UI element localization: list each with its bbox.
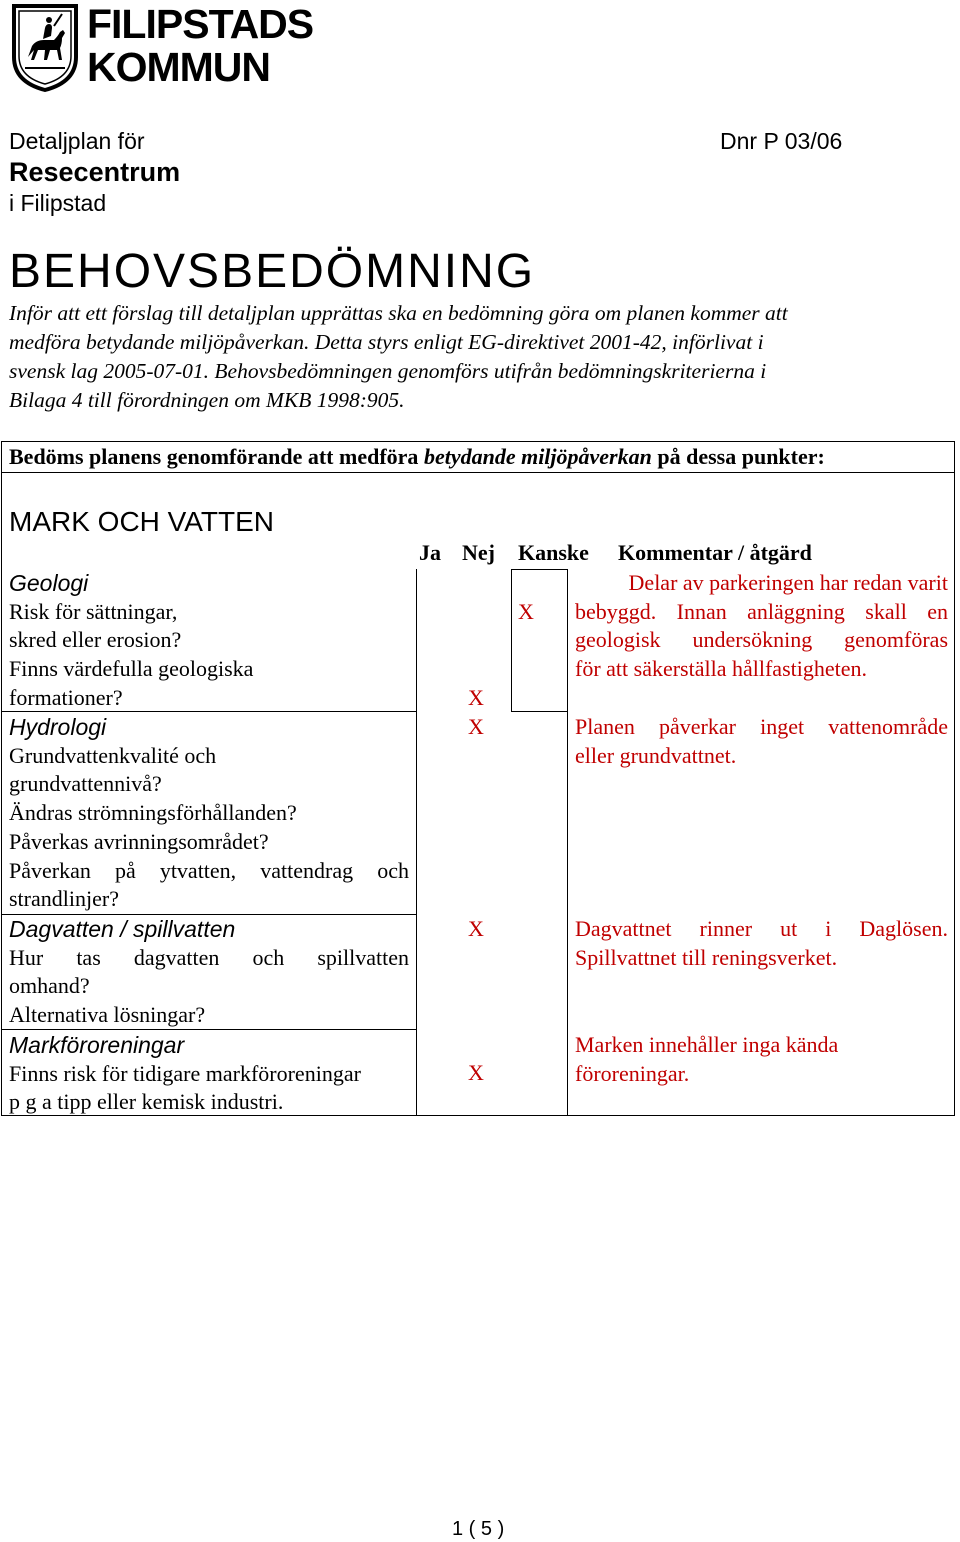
plan-name: Resecentrum <box>9 157 181 187</box>
comment-line: eller grundvattnet. <box>575 742 737 768</box>
question-text: på dessa punkter: <box>651 444 825 469</box>
category-label: Geologi <box>9 570 89 596</box>
category-label: Markföroreningar <box>9 1032 185 1058</box>
mark-nej: X <box>468 916 484 941</box>
municipality-logo <box>10 2 355 94</box>
mark-kanske: X <box>518 599 534 624</box>
comment-line: föroreningar. <box>575 1060 690 1086</box>
comment-line: Dagvattnet rinner ut i Daglösen. <box>575 916 948 941</box>
question-emphasis: betydande miljöpåverkan <box>423 444 652 469</box>
column-header-kommentar: Kommentar / åtgärd <box>618 540 812 565</box>
question-line: skred eller erosion? <box>9 627 182 653</box>
comment-line: geologisk undersökning genomföras <box>575 627 948 653</box>
page-number: 1 ( 5 ) <box>452 1518 505 1540</box>
comment-line: för att säkerställa hållfastigheten. <box>575 656 867 682</box>
question-line: Påverkan på ytvatten, vattendrag och <box>9 857 409 883</box>
intro-line: Bilaga 4 till förordningen om MKB 1998:905. <box>9 388 405 412</box>
question-line: omhand? <box>9 973 90 999</box>
comment-hydrologi <box>575 713 948 770</box>
divider <box>511 569 568 570</box>
logo-line-2: KOMMUN <box>87 44 271 90</box>
assessment-question <box>9 444 825 470</box>
row-markfororeningar <box>9 1031 409 1117</box>
row-geologi <box>9 569 409 713</box>
divider <box>416 569 417 1116</box>
question-line: Alternativa lösningar? <box>9 1002 206 1028</box>
coat-of-arms-icon <box>10 2 80 92</box>
column-header-kanske: Kanske <box>518 540 589 565</box>
row-hydrologi <box>9 713 409 914</box>
question-line: Ändras strömningsförhållanden? <box>9 800 297 826</box>
plan-location: i Filipstad <box>9 190 107 216</box>
divider <box>511 711 568 712</box>
question-line: Finns värdefulla geologiska <box>9 656 254 682</box>
question-line: Grundvattenkvalité och <box>9 742 217 768</box>
question-line: formationer? <box>9 684 123 710</box>
question-line: strandlinjer? <box>9 886 119 912</box>
divider <box>1 472 955 473</box>
comment-line: Spillvattnet till reningsverket. <box>575 944 838 970</box>
section-heading: MARK OCH VATTEN <box>9 506 274 537</box>
question-line: Risk för sättningar, <box>9 598 178 624</box>
column-header-nej: Nej <box>462 540 495 565</box>
logo-line-1: FILIPSTADS <box>87 1 314 47</box>
intro-paragraph <box>9 299 921 415</box>
mark-nej: X <box>468 714 484 739</box>
category-label: Dagvatten / spillvatten <box>9 916 236 942</box>
comment-line: Planen påverkar inget vattenområde <box>575 714 948 739</box>
intro-line: Inför att ett förslag till detaljplan upprättas ska en bedömning göra om planen kommer att <box>9 301 788 325</box>
question-line: Hur tas dagvatten och spillvatten <box>9 944 409 970</box>
question-line: Påverkas avrinningsområdet? <box>9 828 269 854</box>
category-label: Hydrologi <box>9 714 107 740</box>
comment-geologi <box>575 569 948 684</box>
row-dagvatten <box>9 915 409 1030</box>
divider <box>511 569 512 712</box>
comment-line: Marken innehåller inga kända <box>575 1032 839 1057</box>
divider <box>567 569 568 1116</box>
mark-nej: X <box>468 1060 484 1085</box>
page-title: BEHOVSBEDÖMNING <box>9 245 536 298</box>
diarienummer: Dnr P 03/06 <box>720 128 843 154</box>
comment-line: Delar av parkeringen har redan varit <box>628 570 948 595</box>
question-line: p g a tipp eller kemisk industri. <box>9 1089 284 1115</box>
question-line: grundvattennivå? <box>9 771 162 797</box>
intro-line: svensk lag 2005-07-01. Behovsbedömningen genomförs utifrån bedömningskriterierna i <box>9 359 767 383</box>
mark-nej: X <box>468 685 484 710</box>
intro-line: medföra betydande miljöpåverkan. Detta styrs enligt EG-direktivet 2001-42, införlivat i <box>9 330 764 354</box>
comment-markfororeningar <box>575 1031 948 1088</box>
doc-type: Detaljplan för <box>9 128 145 154</box>
question-text: Bedöms planens genomförande att medföra <box>9 444 424 469</box>
comment-line: bebyggd. Innan anläggning skall en <box>575 598 948 624</box>
question-line: Finns risk för tidigare markföroreningar <box>9 1060 361 1086</box>
column-header-ja: Ja <box>419 540 441 565</box>
comment-dagvatten <box>575 915 948 972</box>
